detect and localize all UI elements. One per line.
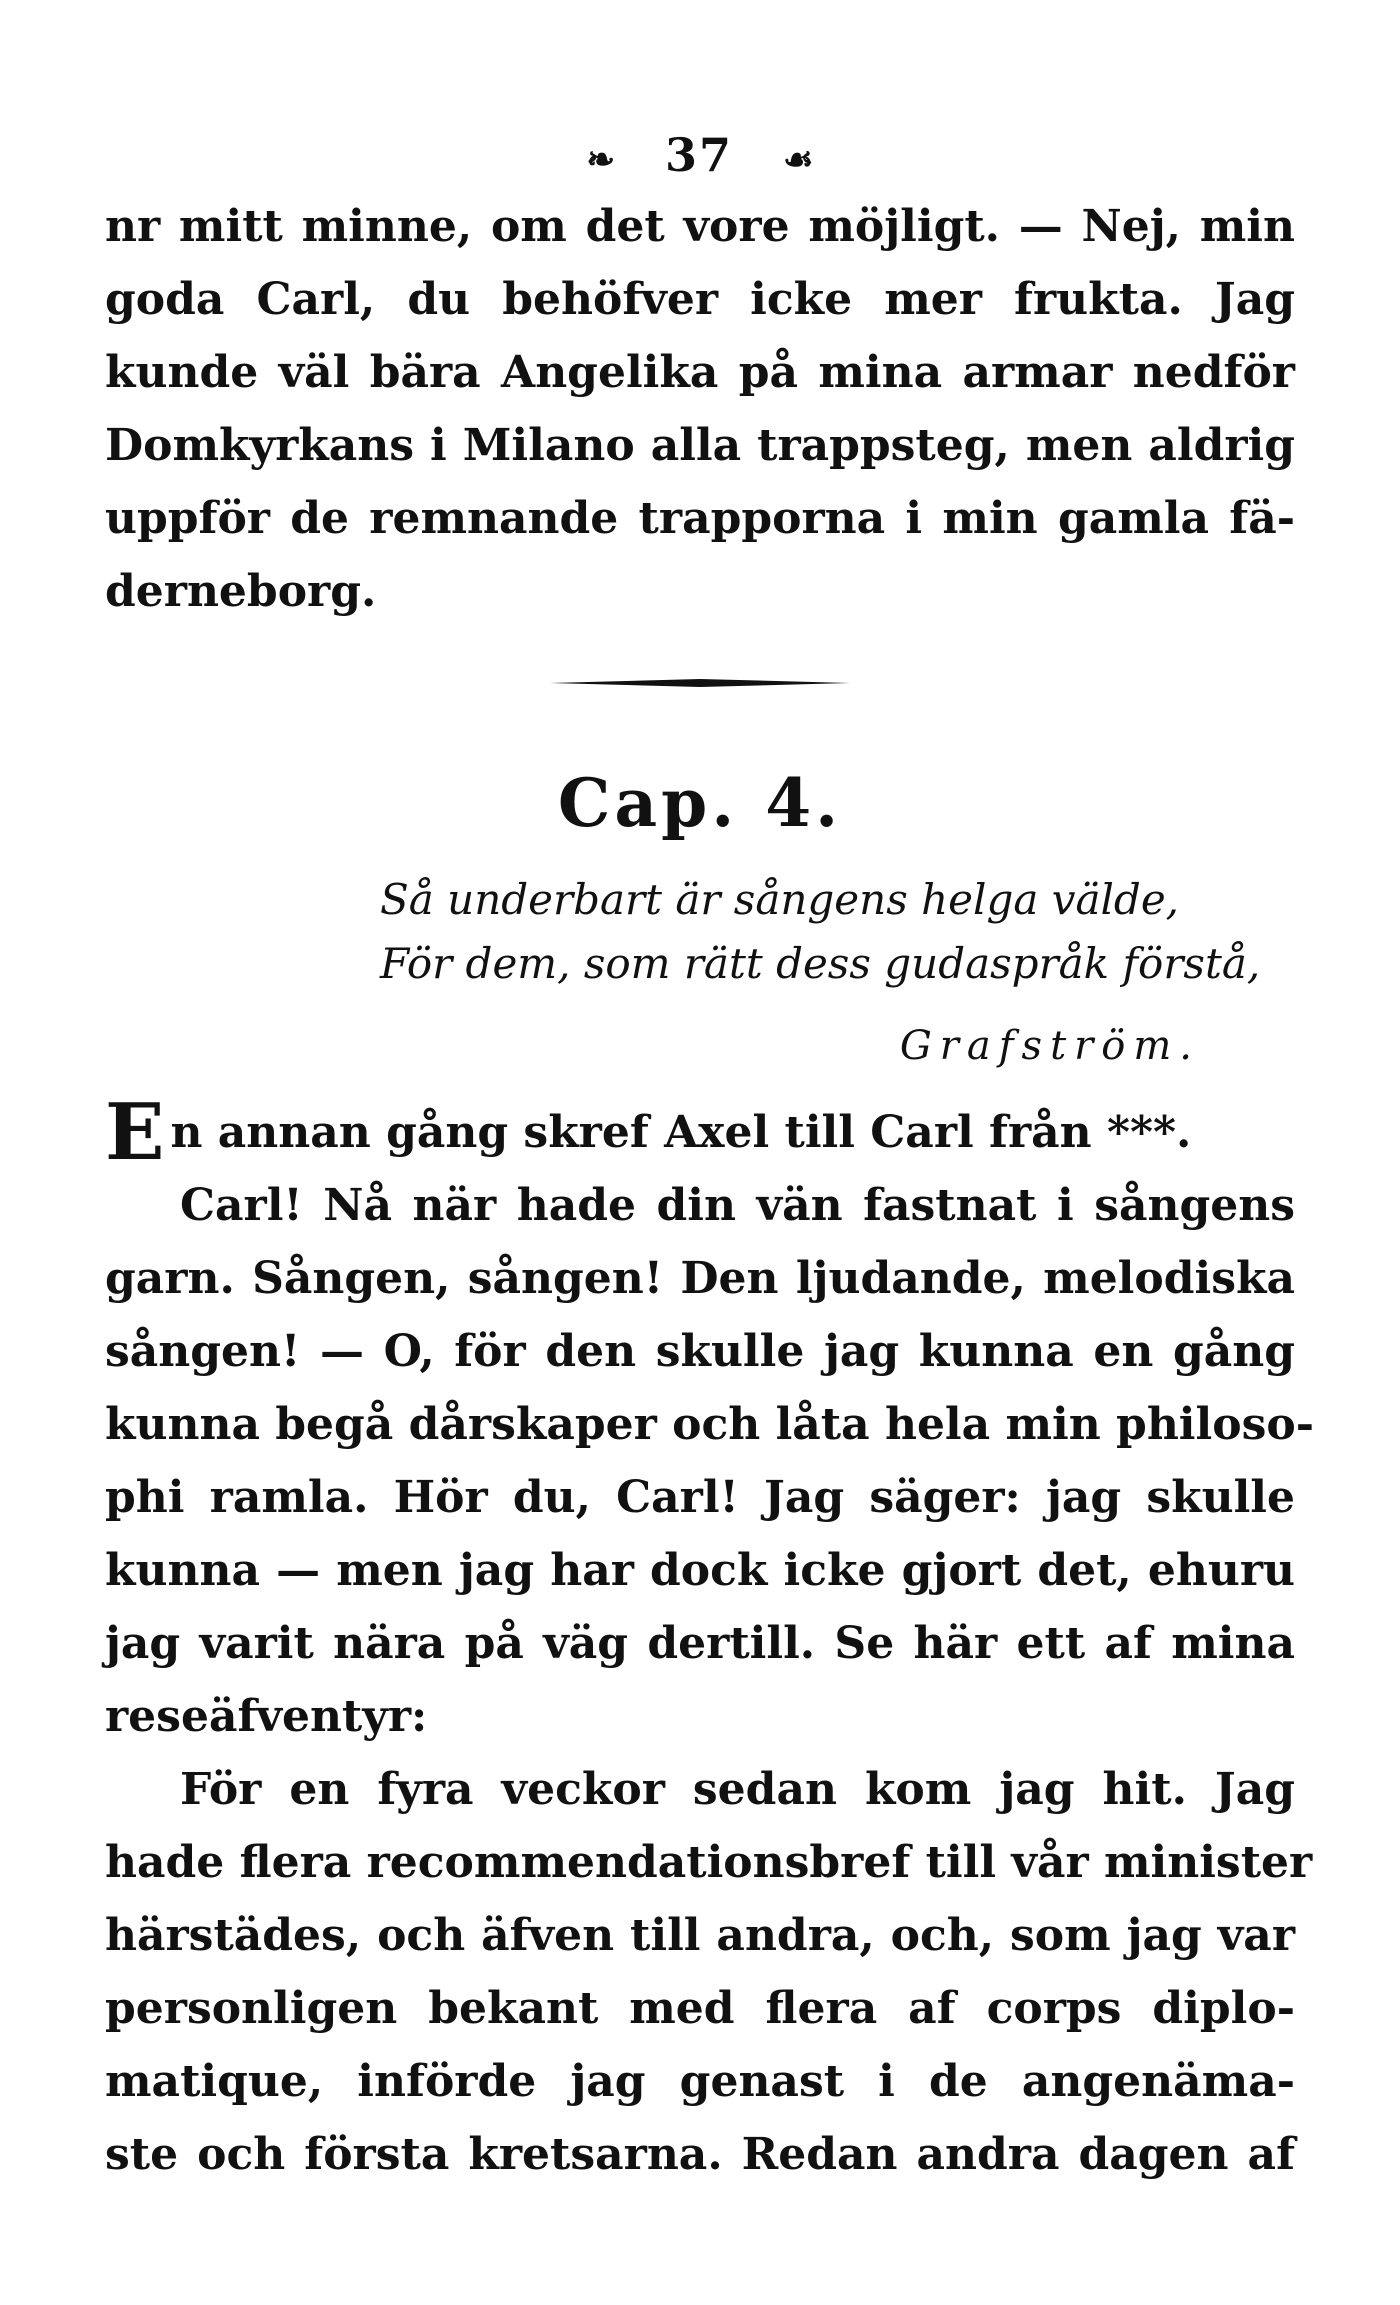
- text-line: uppför de remnande trapporna i min gamla fä-: [105, 493, 1295, 544]
- epigraph-line: För dem, som rätt dess gudaspråk förstå,: [380, 939, 1261, 988]
- text-line: reseäfventyr:: [105, 1691, 428, 1742]
- epigraph: [105, 868, 1295, 1096]
- text-line: För en fyra veckor sedan kom jag hit. Jag: [180, 1764, 1295, 1815]
- text-line: nr mitt minne, om det vore möjligt. — Nej, min: [105, 201, 1295, 252]
- text-line: Carl! Nå när hade din vän fastnat i sångens: [180, 1180, 1295, 1231]
- text-line: derneborg.: [105, 566, 377, 617]
- drop-cap: E: [105, 1087, 165, 1178]
- text-line: Domkyrkans i Milano alla trappsteg, men aldrig: [105, 420, 1295, 471]
- text-line: kunna begå dårskaper och låta hela min philoso-: [105, 1399, 1314, 1450]
- letter-intro: [105, 1087, 1295, 1178]
- chapter-heading: Cap. 4.: [557, 764, 843, 842]
- page-number: 37: [665, 128, 734, 182]
- text-line: garn. Sången, sången! Den ljudande, melodiska: [105, 1253, 1295, 1304]
- text-line: ste och första kretsarna. Redan andra dagen af: [105, 2129, 1295, 2180]
- epigraph-author: Grafström.: [899, 1023, 1200, 1069]
- text-line: sången! — O, för den skulle jag kunna en gång: [105, 1326, 1295, 1377]
- text-line: kunna — men jag har dock icke gjort det, ehuru: [105, 1545, 1295, 1596]
- text-line: kunde väl bära Angelika på mina armar nedför: [105, 347, 1295, 398]
- text-line: personligen bekant med flera af corps diplo-: [105, 1983, 1295, 2034]
- paragraph-adventure: [105, 1753, 1313, 2191]
- epigraph-line: Så underbart är sångens helga välde,: [380, 875, 1180, 924]
- letter-intro-text: n annan gång skref Axel till Carl från ***.: [170, 1107, 1192, 1158]
- book-page: [105, 120, 1314, 2191]
- divider-rule-icon: [550, 673, 850, 693]
- paragraph-continuation: [105, 190, 1295, 628]
- text-line: phi ramla. Hör du, Carl! Jag säger: jag skulle: [105, 1472, 1295, 1523]
- ornament-left-icon: ❧: [586, 140, 615, 180]
- text-line: goda Carl, du behöfver icke mer frukta. Jag: [105, 274, 1295, 325]
- paragraph-letter-start: [105, 1169, 1314, 1753]
- page-header: [105, 120, 1295, 190]
- text-line: härstädes, och äfven till andra, och, som jag var: [105, 1910, 1295, 1961]
- text-line: hade flera recommendationsbref till vår minister: [105, 1837, 1313, 1888]
- text-line: jag varit nära på väg dertill. Se här ett af mina: [105, 1618, 1295, 1669]
- text-line: matique, införde jag genast i de angenäma-: [105, 2056, 1295, 2107]
- section-divider: [105, 628, 1295, 738]
- ornament-right-icon: ☙: [783, 140, 814, 180]
